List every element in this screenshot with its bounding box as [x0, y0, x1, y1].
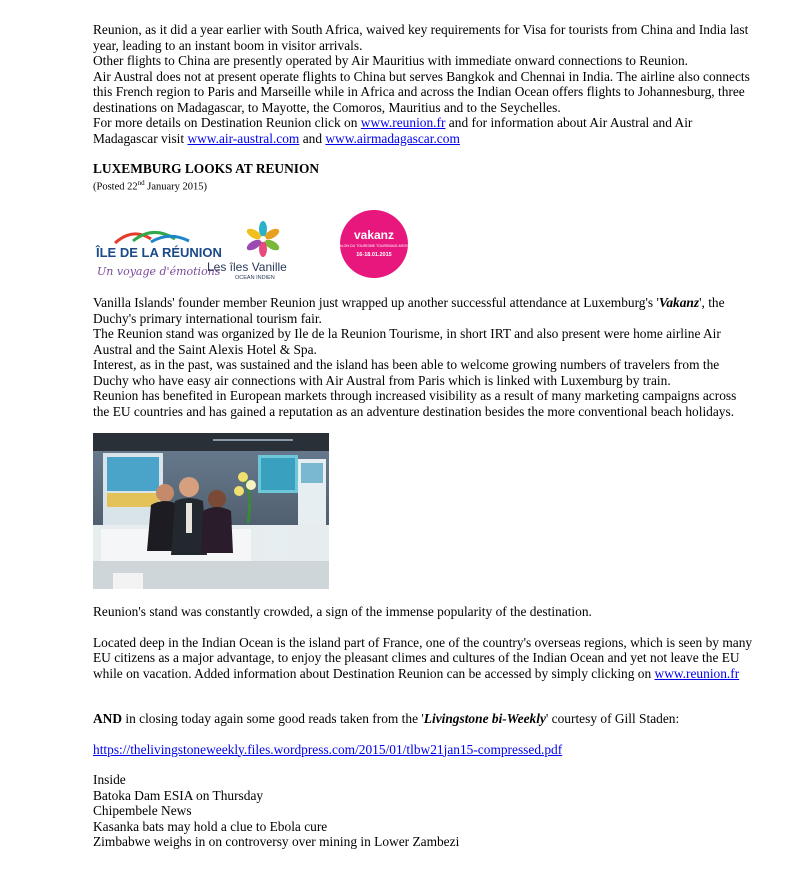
para5-text: Located deep in the Indian Ocean is the island part of France, one of the country's overseas regions, which is seen by many EU citizens as a major advantage, to enjoy the pleasant climes and cultures of the Indian Ocean and yet not leave the EU while on vacation. Added information about Destination Reunion can be accessed by simply clicking on — [93, 634, 753, 681]
vakanz-logo-sub: SALON DU TOURISME TOURISMUS-MESSE — [336, 244, 412, 248]
intro-paragraph-3: Air Austral does not at present operate flights to China but serves Bangkok and Chennai in India. The airline also connects this French region to Paris and Marseille while in Africa and across the Indian Ocean offers flights to Johannesburg, three destinations on Madagascar, to Mayotte, the Comoros, Mauritius and to the Seychelles. — [93, 68, 750, 115]
closing-text-a: in closing today again some good reads taken from the ' — [122, 711, 424, 726]
vanille-logo-sub: OCEAN INDIEN — [235, 275, 275, 281]
intro-paragraph-4 — [93, 115, 753, 146]
list-item: Batoka Dam ESIA on Thursday — [93, 787, 264, 803]
article-paragraph-1 — [93, 295, 753, 326]
ile-de-la-reunion-logo — [93, 229, 222, 281]
article-paragraph-2: The Reunion stand was organized by Ile de la Reunion Tourisme, in short IRT and also present were home airline Air Austral and the Saint Alexis Hotel & Spa. — [93, 326, 721, 357]
reunion-logo-tagline: Un voyage d'émotions — [97, 265, 221, 278]
intro-text-c: and — [299, 130, 326, 146]
vakanz-logo — [336, 209, 412, 279]
and-bold: AND — [93, 711, 123, 726]
article-title: LUXEMBURG LOOKS AT REUNION — [93, 161, 320, 176]
posted-date — [93, 177, 753, 194]
list-item: Kasanka bats may hold a clue to Ebola cure — [93, 818, 328, 834]
air-austral-link[interactable]: www.air-austral.com — [187, 130, 300, 146]
logo-strip — [93, 207, 753, 295]
posted-text-a: (Posted 22 — [93, 181, 138, 192]
vanille-logo-text: Les îles Vanille — [207, 260, 287, 274]
reunion-logo-text: ÎLE DE LA RÉUNION — [96, 245, 222, 260]
posted-sup: nd — [137, 178, 145, 187]
intro-paragraph-2: Other flights to China are presently operated by Air Mauritius with immediate onward connections to Reunion. — [93, 53, 689, 68]
vakanz-emphasis: Vakanz — [658, 295, 700, 310]
spacer — [93, 589, 753, 604]
closing-paragraph — [93, 711, 753, 727]
spacer — [93, 757, 753, 772]
article-paragraph-3: Interest, as in the past, was sustained and the island has been able to welcome growing numbers of travelers from the Duchy who have easy air connections with Air Austral from Paris which is linked with Luxemburg by train. — [93, 357, 720, 388]
intro-paragraph-1: Reunion, as it did a year earlier with South Africa, waived key requirements for Visa for tourists from China and India last year, leading to an instant boom in visitor arrivals. — [93, 22, 749, 53]
spacer — [93, 146, 753, 161]
inside-list — [93, 772, 753, 850]
article-paragraph-4: Reunion has benefited in European markets through increased visibility as a result of many marketing campaigns across the EU countries and has gained a reputation as an adventure destination besides the more conventional beach holidays. — [93, 388, 737, 419]
vakanz-logo-text: vakanz — [353, 228, 395, 242]
livingstone-emphasis: Livingstone bi-Weekly — [423, 711, 546, 726]
list-item: Inside — [93, 772, 126, 787]
para1-text-b: ', the Duchy's primary international tourism fair. — [93, 295, 725, 326]
intro-text-b: and for information about Air Austral and Air Madagascar visit — [93, 115, 693, 146]
list-item: Zimbabwe weighs in on controversy over mining in Lower Zambezi — [93, 834, 460, 849]
livingstone-pdf-link[interactable]: https://thelivingstoneweekly.files.wordpress.com/2015/01/tlbw21jan15-compressed.pdf — [93, 741, 563, 757]
vakanz-logo-date: 16-18.01.2015 — [356, 252, 392, 258]
para1-text-a: Vanilla Islands' founder member Reunion just wrapped up another successful attendance at Luxemburg's ' — [93, 295, 659, 310]
pdf-link-paragraph — [93, 742, 753, 758]
iles-vanille-logo — [205, 221, 321, 281]
reunion-link[interactable]: www.reunion.fr — [360, 115, 446, 130]
photo-caption: Reunion's stand was constantly crowded, a sign of the immense popularity of the destination. — [93, 604, 592, 619]
stand-photo-image — [93, 433, 329, 589]
spacer — [93, 681, 753, 696]
spacer — [93, 727, 753, 742]
intro-text-a: For more details on Destination Reunion click on — [93, 115, 361, 130]
article-paragraph-5 — [93, 635, 753, 682]
spacer — [93, 696, 753, 711]
document-page — [93, 22, 753, 850]
air-madagascar-link[interactable]: www.airmadagascar.com — [325, 130, 460, 146]
spacer — [93, 620, 753, 635]
closing-text-b: ' courtesy of Gill Staden: — [545, 711, 680, 726]
list-item: Chipembele News — [93, 803, 192, 818]
reunion-link-2[interactable]: www.reunion.fr — [654, 665, 740, 681]
stand-photo — [93, 433, 329, 589]
posted-text-b: January 2015) — [144, 181, 208, 192]
